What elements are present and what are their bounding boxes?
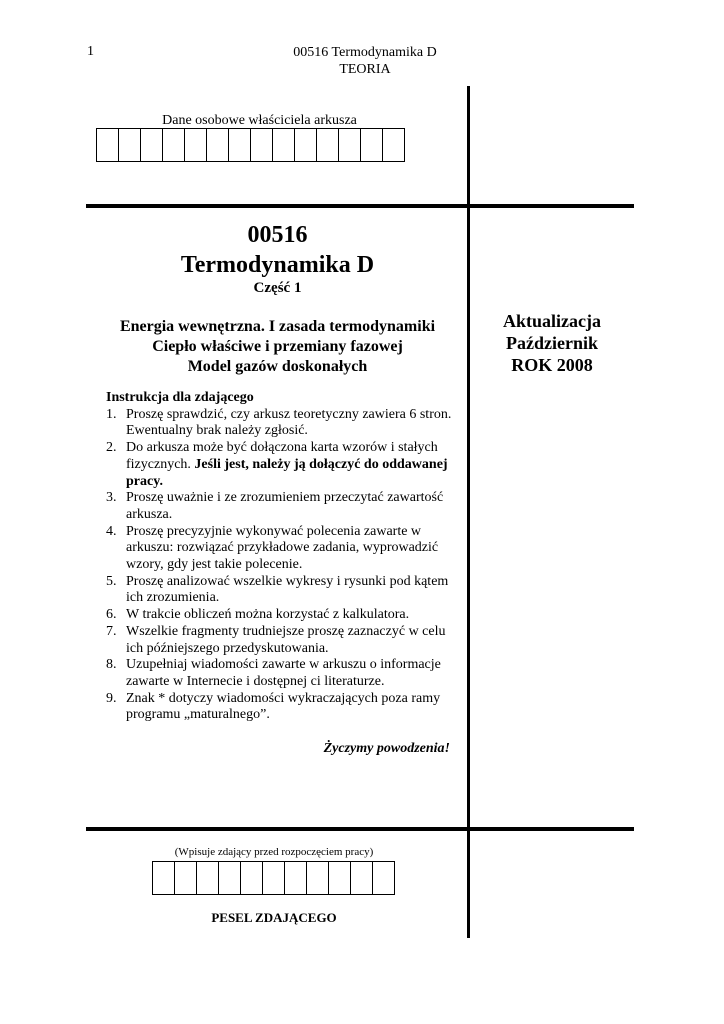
header-title-line2: TEORIA bbox=[339, 62, 391, 77]
entry-box[interactable] bbox=[241, 861, 263, 895]
instruction-text-plain: Znak * dotyczy wiadomości wykraczających poza ramy programu „maturalnego”. bbox=[126, 690, 441, 723]
instruction-number: 3. bbox=[106, 490, 117, 506]
instructions-heading: Instrukcja dla zdającego bbox=[106, 390, 254, 405]
instruction-text bbox=[126, 574, 452, 607]
instruction-item bbox=[106, 691, 452, 724]
topic-line: Model gazów doskonałych bbox=[187, 358, 368, 375]
instructions-list bbox=[106, 407, 452, 724]
instruction-number: 7. bbox=[106, 623, 117, 639]
instruction-text bbox=[126, 657, 452, 690]
entry-box[interactable] bbox=[229, 128, 251, 162]
topics-list bbox=[86, 317, 469, 377]
update-month: Październik bbox=[506, 333, 598, 353]
instruction-text bbox=[126, 624, 452, 657]
update-label: Aktualizacja bbox=[503, 311, 601, 331]
owner-data-boxes bbox=[96, 128, 405, 162]
instruction-text-bold: Jeśli jest, należy ją dołączyć do oddawanej pracy. bbox=[126, 456, 448, 489]
instruction-number: 5. bbox=[106, 573, 117, 589]
instruction-number: 8. bbox=[106, 657, 117, 673]
topic-line: Energia wewnętrzna. I zasada termodynamiki bbox=[119, 318, 436, 335]
instruction-item bbox=[106, 524, 452, 574]
vertical-divider bbox=[467, 86, 470, 938]
entry-box[interactable] bbox=[119, 128, 141, 162]
instruction-text bbox=[126, 691, 452, 724]
instruction-text-plain: W trakcie obliczeń można korzystać z kalkulatora. bbox=[126, 607, 410, 623]
instruction-text-plain: Proszę uważnie i ze zrozumieniem przeczytać zawartość arkusza. bbox=[126, 490, 444, 522]
top-horizontal-divider bbox=[86, 204, 634, 208]
instruction-text-plain: Uzupełniaj wiadomości zawarte w arkuszu o informacje zawarte w Internecie i dostępnej ci literaturze. bbox=[126, 657, 441, 689]
instruction-item bbox=[106, 657, 452, 690]
header-title-line1: 00516 Termodynamika D bbox=[293, 45, 437, 60]
instruction-item bbox=[106, 407, 452, 440]
instruction-text-plain: Proszę analizować wszelkie wykresy i rysunki pod kątem ich zrozumienia. bbox=[126, 573, 449, 606]
instruction-text bbox=[126, 490, 452, 523]
instruction-text bbox=[126, 407, 452, 440]
entry-box[interactable] bbox=[273, 128, 295, 162]
pesel-boxes bbox=[152, 861, 395, 895]
entry-box[interactable] bbox=[361, 128, 383, 162]
instruction-item bbox=[106, 607, 452, 624]
instruction-number: 2. bbox=[106, 440, 117, 456]
entry-box[interactable] bbox=[317, 128, 339, 162]
entry-box[interactable] bbox=[251, 128, 273, 162]
entry-box[interactable] bbox=[373, 861, 395, 895]
pesel-note: (Wpisuje zdający przed rozpoczęciem pracy) bbox=[174, 846, 374, 858]
instruction-text-plain: Wszelkie fragmenty trudniejsze proszę zaznaczyć w celu ich późniejszego przedyskutowania. bbox=[126, 623, 446, 656]
pesel-label: PESEL ZDAJĄCEGO bbox=[211, 910, 337, 925]
topic-line: Ciepło właściwe i przemiany fazowej bbox=[152, 338, 403, 355]
instruction-item bbox=[106, 490, 452, 523]
entry-box[interactable] bbox=[153, 861, 175, 895]
header-title bbox=[230, 44, 500, 78]
instruction-text-plain: Proszę precyzyjnie wykonywać polecenia zawarte w arkuszu: rozwiązać przykładowe zadania, wyprowadzić wzory, gdy jest takie polecenie. bbox=[126, 523, 439, 573]
entry-box[interactable] bbox=[219, 861, 241, 895]
instruction-text-plain: Do arkusza może być dołączona karta wzorów i stałych fizycznych. bbox=[126, 440, 438, 472]
instruction-text bbox=[126, 440, 452, 490]
instruction-text bbox=[126, 524, 452, 574]
entry-box[interactable] bbox=[163, 128, 185, 162]
entry-box[interactable] bbox=[197, 861, 219, 895]
entry-box[interactable] bbox=[383, 128, 405, 162]
entry-box[interactable] bbox=[207, 128, 229, 162]
instruction-item bbox=[106, 574, 452, 607]
update-year: ROK 2008 bbox=[511, 355, 593, 375]
instruction-number: 1. bbox=[106, 406, 117, 422]
entry-box[interactable] bbox=[295, 128, 317, 162]
instruction-text-plain: Proszę sprawdzić, czy arkusz teoretyczny zawiera 6 stron. Ewentualny brak należy zgłosić. bbox=[126, 406, 452, 439]
instruction-number: 9. bbox=[106, 690, 117, 706]
entry-box[interactable] bbox=[263, 861, 285, 895]
entry-box[interactable] bbox=[185, 128, 207, 162]
entry-box[interactable] bbox=[339, 128, 361, 162]
owner-data-label: Dane osobowe właściciela arkusza bbox=[162, 113, 357, 128]
instruction-number: 6. bbox=[106, 607, 117, 623]
entry-box[interactable] bbox=[329, 861, 351, 895]
entry-box[interactable] bbox=[97, 128, 119, 162]
instructions bbox=[106, 390, 452, 724]
instruction-text bbox=[126, 607, 452, 624]
entry-box[interactable] bbox=[175, 861, 197, 895]
bottom-horizontal-divider bbox=[86, 827, 634, 831]
closing-wish: Życzymy powodzenia! bbox=[323, 741, 450, 756]
part-label: Część 1 bbox=[253, 280, 302, 296]
course-subject: Termodynamika D bbox=[180, 252, 375, 278]
instruction-item bbox=[106, 624, 452, 657]
course-code: 00516 bbox=[247, 222, 308, 248]
page-number: 1 bbox=[87, 44, 94, 59]
update-info bbox=[470, 310, 634, 376]
entry-box[interactable] bbox=[141, 128, 163, 162]
instruction-number: 4. bbox=[106, 523, 117, 539]
entry-box[interactable] bbox=[285, 861, 307, 895]
entry-box[interactable] bbox=[307, 861, 329, 895]
entry-box[interactable] bbox=[351, 861, 373, 895]
instruction-item bbox=[106, 440, 452, 490]
